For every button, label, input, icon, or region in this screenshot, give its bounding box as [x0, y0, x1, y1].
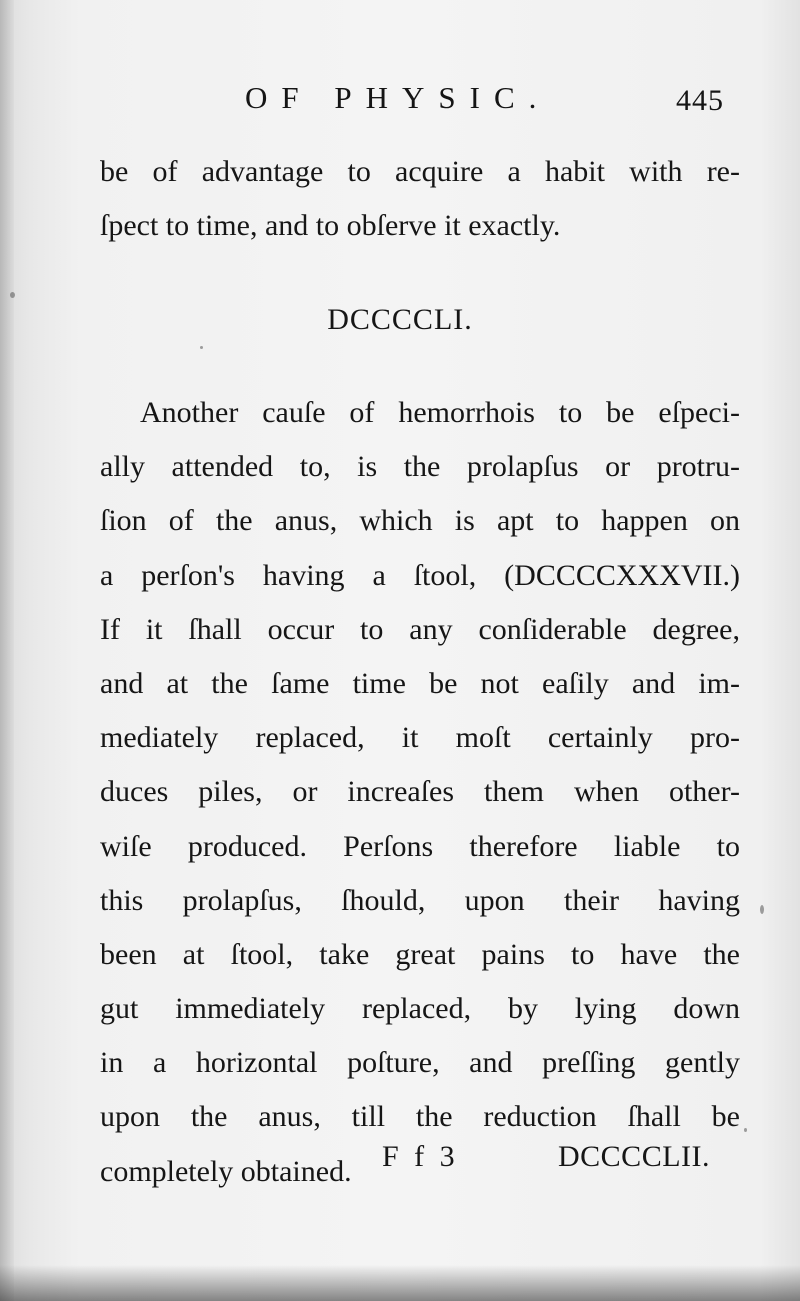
paper-speck — [10, 292, 15, 298]
paper-speck — [744, 1128, 747, 1132]
running-head — [0, 80, 800, 128]
text-line: gut immediately replaced, by lying down — [100, 992, 740, 1026]
section-heading: DCCCCLI. — [327, 303, 473, 336]
catchword: DCCCCLII. — [558, 1140, 711, 1173]
text-line: upon the anus, till the reduction ſhall be — [100, 1100, 740, 1134]
text-line: ſion of the anus, which is apt to happen on — [100, 504, 740, 538]
paper-speck — [760, 905, 764, 914]
running-title: OF PHYSIC. — [245, 80, 551, 115]
carryover-paragraph — [100, 145, 740, 253]
text-line: and at the ſame time be not eaſily and im- — [100, 666, 740, 700]
text-line: this prolapſus, ſhould, upon their having — [100, 883, 740, 917]
text-line: ſpect to time, and to obſerve it exactly. — [100, 209, 561, 242]
text-line: Another cauſe of hemorrhois to be eſpeci- — [140, 396, 740, 429]
text-line: completely obtained. — [100, 1154, 352, 1188]
text-line: mediately replaced, it moſt certainly pro- — [100, 721, 740, 755]
page-number: 445 — [676, 84, 724, 117]
text-line: ally attended to, is the prolapſus or protru- — [100, 450, 740, 484]
text-line: If it ſhall occur to any conſiderable degree, — [100, 612, 740, 646]
text-line: a perſon's having a ſtool, (DCCCCXXXVII.) — [100, 558, 740, 592]
text-line: be of advantage to acquire a habit with re- — [100, 155, 740, 188]
page-footer — [0, 1140, 800, 1180]
text-line: wiſe produced. Perſons therefore liable to — [100, 829, 740, 863]
text-line: been at ſtool, take great pains to have the — [100, 937, 740, 971]
scan-edge-shadow — [0, 0, 14, 1301]
scan-edge-shadow-bottom — [0, 1265, 800, 1301]
section-paragraph — [100, 386, 740, 1199]
text-line: in a horizontal poſture, and preſſing gently — [100, 1046, 740, 1080]
text-line: duces piles, or increaſes them when other- — [100, 775, 740, 809]
paper-speck — [200, 346, 203, 349]
signature-mark: F f 3 — [382, 1140, 459, 1173]
